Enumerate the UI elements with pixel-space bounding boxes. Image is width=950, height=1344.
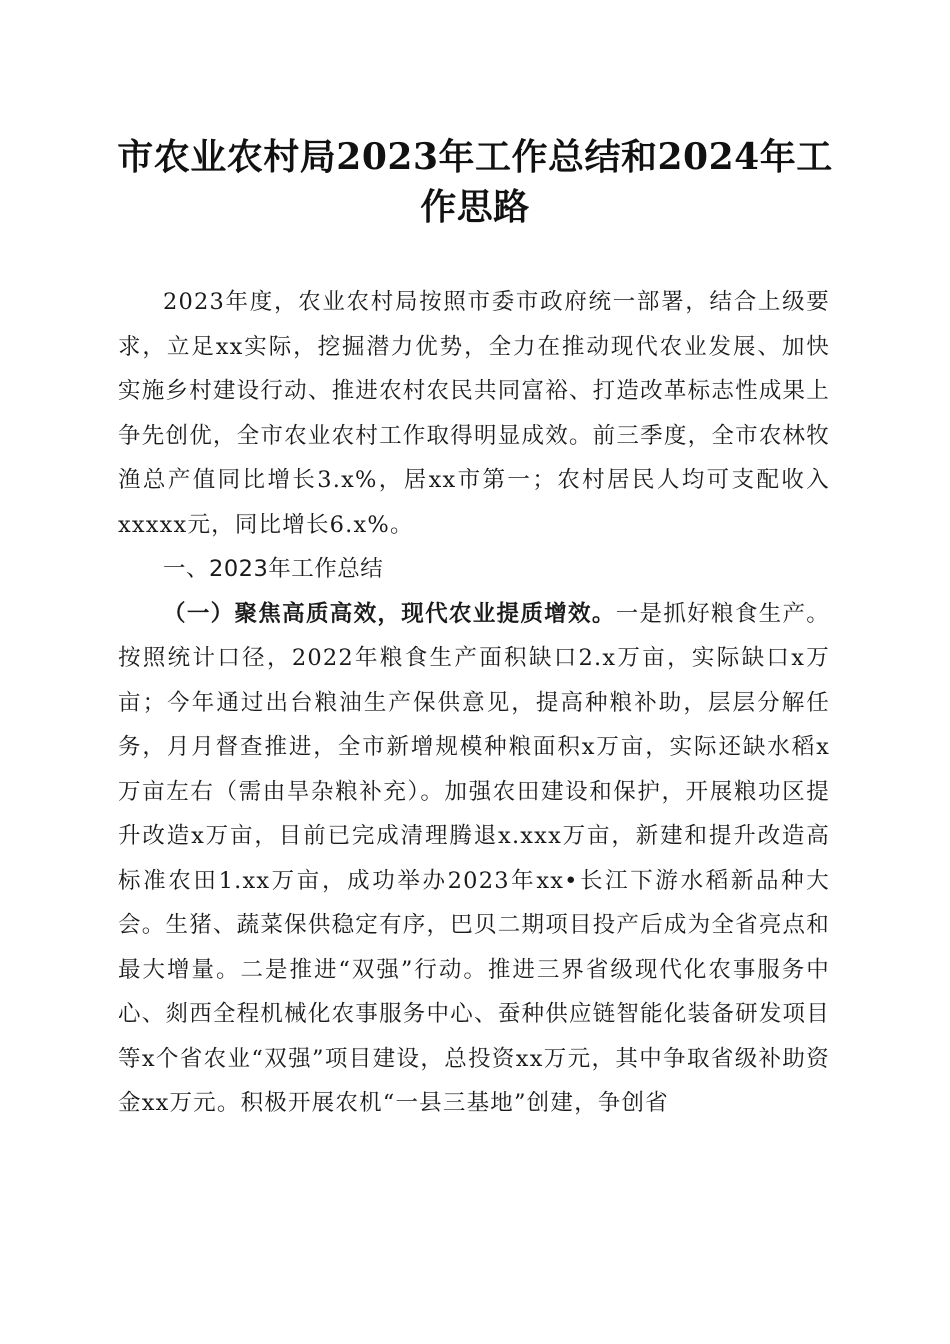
intro-paragraph: 2023年度，农业农村局按照市委市政府统一部署，结合上级要求，立足xx实际，挖掘潜力优势，全力在推动现代农业发展、加快实施乡村建设行动、推进农村农民共同富裕、打造改革标志性成果上争先创优，全市农业农村工作取得明显成效。前三季度，全市农林牧渔总产值同比增长3.x%，居xx市第一；农村居民人均可支配收入xxxxx元，同比增长6.x%。 <box>118 289 830 538</box>
section-heading: 一、2023年工作总结 <box>163 556 384 582</box>
subsection-paragraph <box>118 592 830 1126</box>
document-body <box>118 280 830 1126</box>
subsection-text: 一是抓好粮食生产。按照统计口径，2022年粮食生产面积缺口2.x万亩，实际缺口x万亩；今年通过出台粮油生产保供意见，提高种粮补助，层层分解任务，月月督查推进，全市新增规模种粮面积x万亩，实际还缺水稻x万亩左右（需由旱杂粮补充）。加强农田建设和保护，开展粮功区提升改造x万亩，目前已完成清理腾退x.xxx万亩，新建和提升改造高标准农田1.xx万亩，成功举办2023年xx•长江下游水稻新品种大会。生猪、蔬菜保供稳定有序，巴贝二期项目投产后成为全省亮点和最大增量。二是推进“双强”行动。推进三界省级现代化农事服务中心、剡西全程机械化农事服务中心、蚕种供应链智能化装备研发项目等x个省农业“双强”项目建设，总投资xx万元，其中争取省级补助资金xx万元。积极开展农机“一县三基地”创建，争创省 <box>118 600 830 1116</box>
subsection-lead: （一）聚焦高质高效，现代农业提质增效。 <box>163 600 616 627</box>
document-title: 市农业农村局2023年工作总结和2024年工作思路 <box>117 136 833 228</box>
